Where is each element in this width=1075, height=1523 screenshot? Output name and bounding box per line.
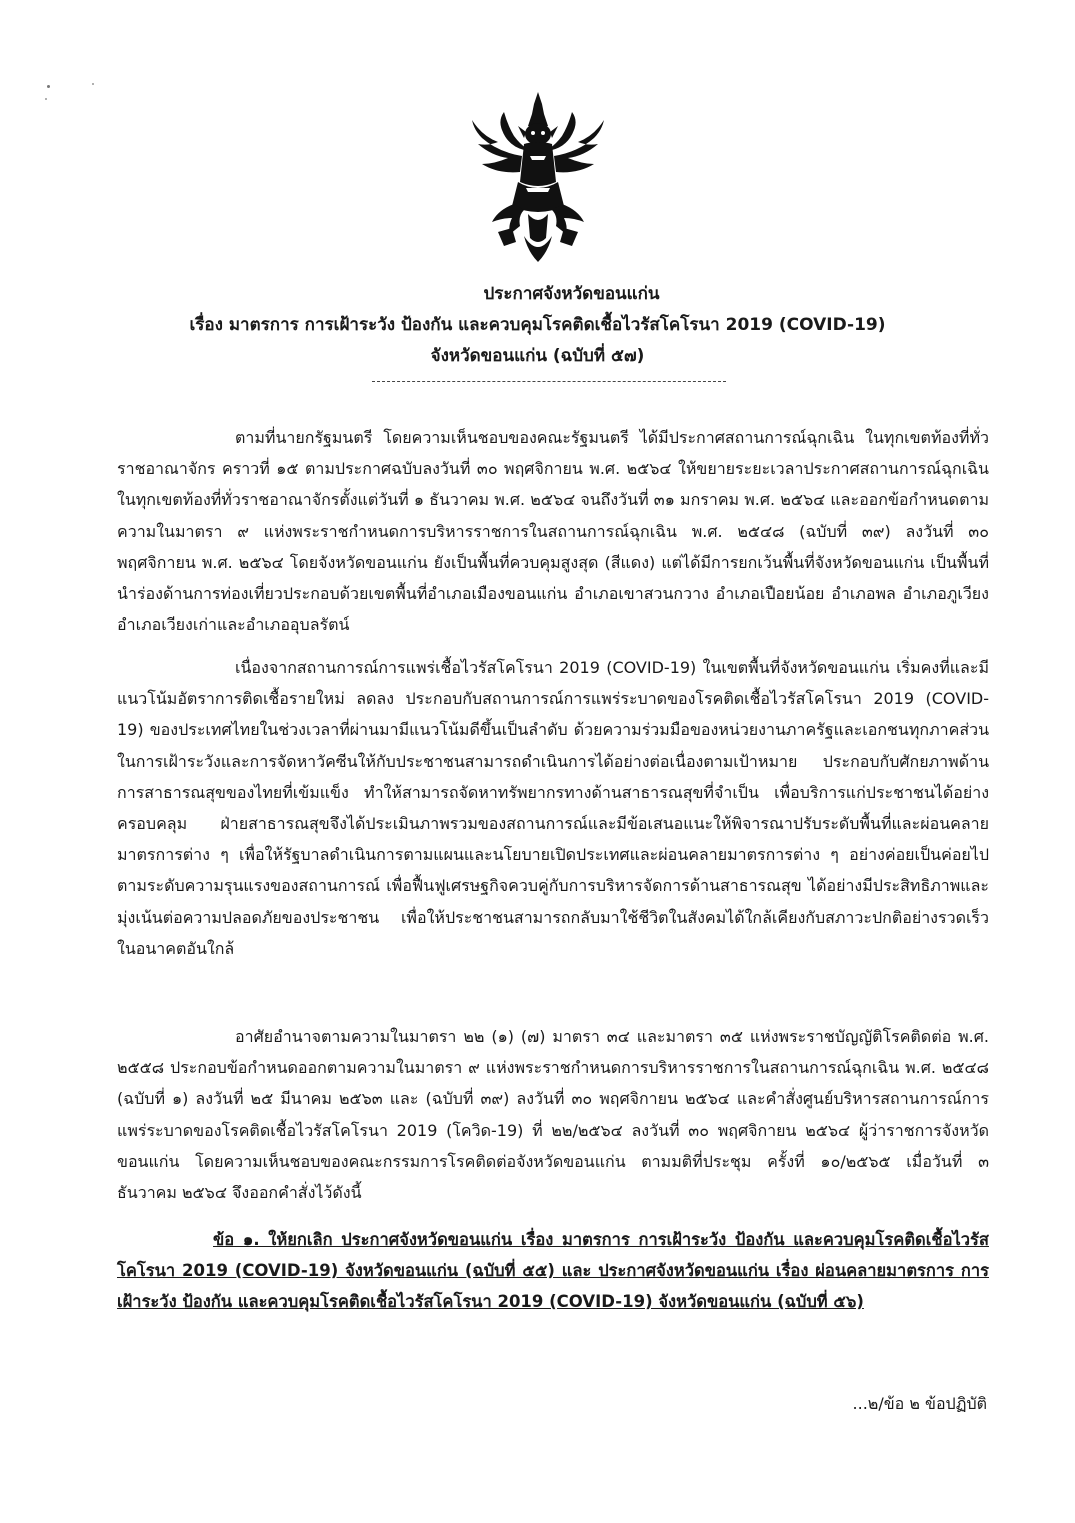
document-header <box>0 279 1075 372</box>
scan-speck <box>92 83 94 85</box>
paragraph-authority: อาศัยอำนาจตามความในมาตรา ๒๒ (๑) (๗) มาตรา ๓๔ และมาตรา ๓๕ แห่งพระราชบัญญัติโรคติดต่อ พ.ศ. ๒๕๕๘ ประกอบข้อกำหนดออกตามความในมาตรา ๙ แห่งพระราชกำหนดการบริหารราชการในสถานการณ์ฉุกเฉิน พ.ศ. ๒๕๔๘ (ฉบับที่ ๑) ลงวันที่ ๒๕ มีนาคม ๒๕๖๓ และ (ฉบับที่ ๓๙) ลงวันที่ ๓๐ พฤศจิกายน ๒๕๖๔ และคำสั่งศูนย์บริหารสถานการณ์การแพร่ระบาดของโรคติดเชื้อไวรัสโคโรนา 2019 (โควิด-19) ที่ ๒๒/๒๕๖๔ ลงวันที่ ๓๐ พฤศจิกายน ๒๕๖๔ ผู้ว่าราชการจังหวัดขอนแก่น โดยความเห็นชอบของคณะกรรมการโรคติดต่อจังหวัดขอนแก่น ตามมติที่ประชุม ครั้งที่ ๑๐/๒๕๖๕ เมื่อวันที่ ๓ ธันวาคม ๒๕๖๔ จึงออกคำสั่งไว้ดังนี้ <box>117 1027 989 1203</box>
scan-speck <box>45 98 47 100</box>
garuda-emblem-icon <box>468 86 608 266</box>
document-issue-number: จังหวัดขอนแก่น (ฉบับที่ ๕๗) <box>430 346 645 366</box>
continuation-note: ...๒/ข้อ ๒ ข้อปฏิบัติ <box>852 1394 987 1413</box>
document-title: ประกาศจังหวัดขอนแก่น <box>483 284 660 304</box>
clause-1: ข้อ ๑. ให้ยกเลิก ประกาศจังหวัดขอนแก่น เรื่อง มาตรการ การเฝ้าระวัง ป้องกัน และควบคุมโรคติดเชื้อไวรัสโคโรนา 2019 (COVID-19) จังหวัดขอนแก่น (ฉบับที่ ๕๕) และ ประกาศจังหวัดขอนแก่น เรื่อง ผ่อนคลายมาตรการ การเฝ้าระวัง ป้องกัน และควบคุมโรคติดเชื้อไวรัสโคโรนา 2019 (COVID-19) จังหวัดขอนแก่น (ฉบับที่ ๕๖) <box>117 1230 989 1311</box>
scan-speck <box>47 85 50 88</box>
paragraph-situation: เนื่องจากสถานการณ์การแพร่เชื้อไวรัสโคโรนา 2019 (COVID-19) ในเขตพื้นที่จังหวัดขอนแก่น เริ่มคงที่และมีแนวโน้มอัตราการติดเชื้อรายใหม่ ลดลง ประกอบกับสถานการณ์การแพร่ระบาดของโรคติดเชื้อไวรัสโคโรนา 2019 (COVID-19) ของประเทศไทยในช่วงเวลาที่ผ่านมามีแนวโน้มดีขึ้นเป็นลำดับ ด้วยความร่วมมือของหน่วยงานภาครัฐและเอกชนทุกภาคส่วน ในการเฝ้าระวังและการจัดหาวัคซีนให้กับประชาชนสามารถดำเนินการได้อย่างต่อเนื่องตามเป้าหมาย ประกอบกับศักยภาพด้านการสาธารณสุขของไทยที่เข้มแข็ง ทำให้สามารถจัดหาทรัพยากรทางด้านสาธารณสุขที่จำเป็น เพื่อบริการแก่ประชาชนได้อย่างครอบคลุม ฝ่ายสาธารณสุขจึงได้ประเมินภาพรวมของสถานการณ์และมีข้อเสนอแนะให้พิจารณาปรับระดับพื้นที่และผ่อนคลายมาตรการต่าง ๆ เพื่อให้รัฐบาลดำเนินการตามแผนและนโยบายเปิดประเทศและผ่อนคลายมาตรการต่าง ๆ อย่างค่อยเป็นค่อยไปตามระดับความรุนแรงของสถานการณ์ เพื่อฟื้นฟูเศรษฐกิจควบคู่กับการบริหารจัดการด้านสาธารณสุข ได้อย่างมีประสิทธิภาพและมุ่งเน้นต่อความปลอดภัยของประชาชน เพื่อให้ประชาชนสามารถกลับมาใช้ชีวิตในสังคมได้ใกล้เคียงกับสภาวะปกติอย่างรวดเร็วในอนาคตอันใกล้ <box>117 658 989 958</box>
paragraph-background: ตามที่นายกรัฐมนตรี โดยความเห็นชอบของคณะรัฐมนตรี ได้มีประกาศสถานการณ์ฉุกเฉิน ในทุกเขตท้องที่ทั่วราชอาณาจักร คราวที่ ๑๕ ตามประกาศฉบับลงวันที่ ๓๐ พฤศจิกายน พ.ศ. ๒๕๖๔ ให้ขยายระยะเวลาประกาศสถานการณ์ฉุกเฉินในทุกเขตท้องที่ทั่วราชอาณาจักรตั้งแต่วันที่ ๑ ธันวาคม พ.ศ. ๒๕๖๔ จนถึงวันที่ ๓๑ มกราคม พ.ศ. ๒๕๖๔ และออกข้อกำหนดตามความในมาตรา ๙ แห่งพระราชกำหนดการบริหารราชการในสถานการณ์ฉุกเฉิน พ.ศ. ๒๕๔๘ (ฉบับที่ ๓๙) ลงวันที่ ๓๐ พฤศจิกายน พ.ศ. ๒๕๖๔ โดยจังหวัดขอนแก่น ยังเป็นพื้นที่ควบคุมสูงสุด (สีแดง) แต่ได้มีการยกเว้นพื้นที่จังหวัดขอนแก่น เป็นพื้นที่นำร่องด้านการท่องเที่ยวประกอบด้วยเขตพื้นที่อำเภอเมืองขอนแก่น อำเภอเขาสวนกวาง อำเภอเปือยน้อย อำเภอพล อำเภอภูเวียง อำเภอเวียงเก่าและอำเภออุบลรัตน์ <box>117 428 989 635</box>
header-divider <box>372 381 726 382</box>
document-subject: เรื่อง มาตรการ การเฝ้าระวัง ป้องกัน และควบคุมโรคติดเชื้อไวรัสโคโรนา 2019 (COVID-19) <box>189 315 886 335</box>
